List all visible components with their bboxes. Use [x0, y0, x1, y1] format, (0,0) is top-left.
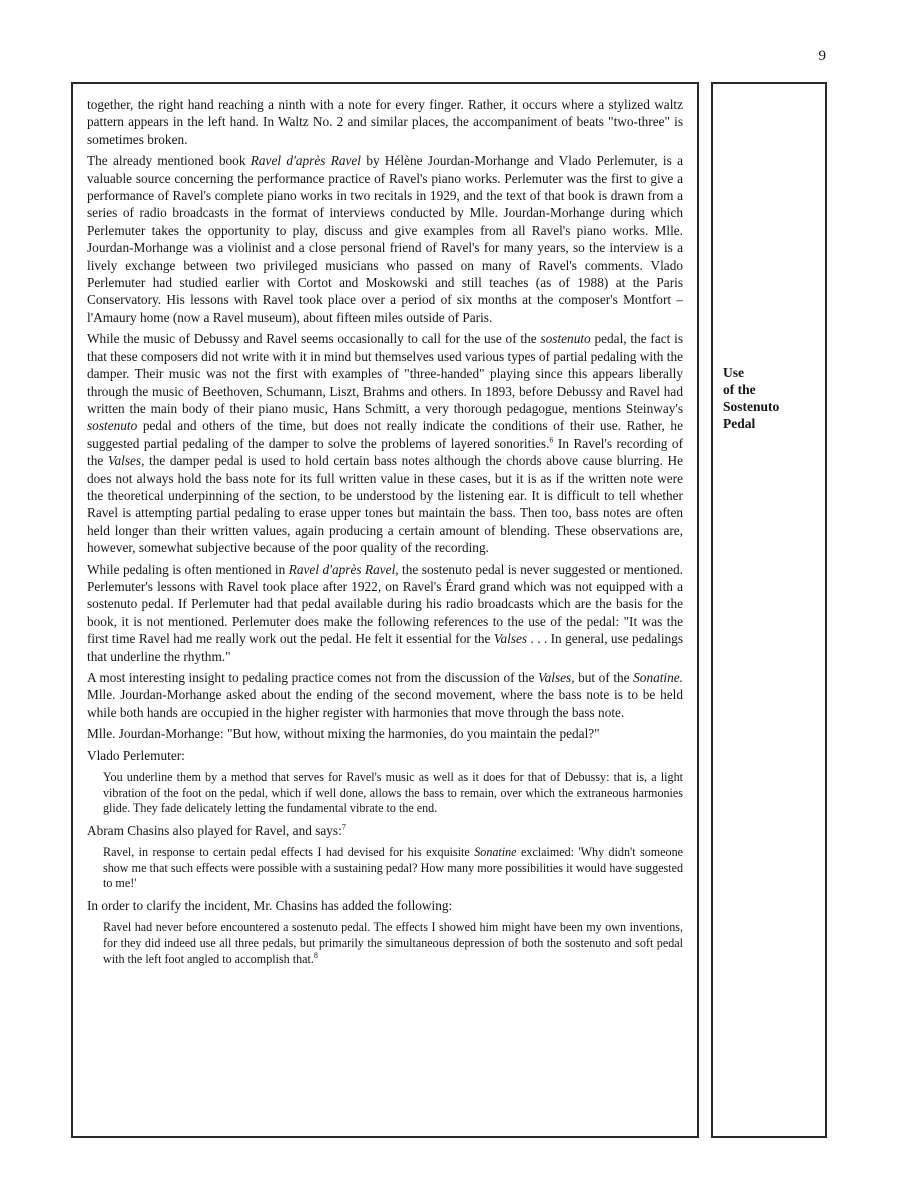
quote-clarify [87, 920, 683, 967]
italic-term: sostenuto [540, 331, 591, 347]
quote-text: Ravel had never before encountered a sostenuto pedal. The effects I showed him might have been my own inventions, for they did indeed use all three pedals, but primarily the simultaneous depression of both the sostenuto and soft pedal with the left foot angled to accomplish that. [103, 920, 683, 966]
para-text: together, the right hand reaching a ninth with a note for every finger. Rather, it occurs where a stylized waltz pattern appears in the left hand. In Waltz No. 2 and similar places, the accompaniment of beats "two-three" is sometimes broken. [87, 97, 683, 147]
chasins-intro [87, 822, 683, 839]
footnote-ref: 8 [313, 950, 318, 960]
footnote-ref: 7 [341, 822, 346, 832]
side-heading-line: of the [723, 382, 756, 397]
para-text: pedal, the fact is that these composers did not write with it in mind but themselves used various types of partial pedaling with the damper. Their music was not the first with examples of "three-handed" playing since this appears liberally through the music of Beethoven, Schumann, Liszt, Brahms and others. In 1893, before Debussy and Ravel had written the main body of their piano music, Hans Schmitt, a very thorough pedagogue, mentions Steinway's [87, 331, 683, 416]
book-title: Ravel d'après Ravel [250, 153, 361, 169]
italic-term: Valses [493, 631, 528, 647]
quote-perlemuter: You underline them by a method that serves for Ravel's music as well as it does for that of Debussy: that is, a light vibration of the foot on the pedal, which if well done, allows the bass to remain, over which the extraneous harmonies glide. They fade delicately letting the fundamental vibrate to the end. [103, 770, 683, 816]
page-number: 9 [818, 48, 826, 64]
para-text: A most interesting insight to pedaling practice comes not from the discussion of the [87, 670, 538, 685]
para-waltz-continuation [87, 96, 683, 148]
italic-term: Valses [107, 453, 142, 469]
para-sonatine-insight [87, 669, 683, 721]
para-ravel-dapres-ravel [87, 152, 683, 326]
para-text: , the sostenuto pedal is never suggested or mentioned. Perlemuter's lessons with Ravel took place after 1922, on Ravel's Érard grand which was not equipped with a sostenuto pedal. If Perlemuter had that pedal available during his radio broadcasts which are the basis for the book, it is not mentioned. Perlemuter does make the following references to the use of the pedal: "It was the first time Ravel had me really work out the pedal. He felt it essential for the [87, 561, 683, 647]
side-heading-line: Sostenuto [723, 399, 780, 414]
perlemuter-label: Vlado Perlemuter: [87, 747, 185, 763]
para-text: Mlle. Jourdan-Morhange: "But how, without mixing the harmonies, do you maintain the pedal?" [87, 726, 600, 742]
para-text: by Hélène Jourdan-Morhange and Vlado Perlemuter, is a valuable source concerning the performance practice of Ravel's piano works. Perlemuter was the first to give a performance of Ravel's complete piano works in two recitals in 1929, and the text of that book is drawn from a series of radio broadcasts in the format of interviews conducted by Mlle. Jourdan-Morhange during which Perlemuter takes the opportunity to play, discuss and give examples from all Ravel's piano works. Mlle. Jourdan-Morhange was a violinist and a close personal friend of Ravel's for many years, so the interview is a lively exchange between two privileged musicians who passed on many of Ravel's comments. Vlado Perlemuter had studied earlier with Cortot and Moskowski and still teaches (as of 1988) at the Paris Conservatory. His lessons with Ravel took place over a period of six months at the composer's Montfort – l'Amaury home (now a Ravel museum), about fifteen miles outside of Paris. [87, 153, 683, 325]
italic-term: Valses, [537, 670, 575, 685]
chasins-intro-text: Abram Chasins also played for Ravel, and says: [87, 822, 342, 838]
para-text: The already mentioned book [87, 153, 251, 169]
main-text-box [71, 82, 699, 1138]
para-jourdan-question [87, 725, 683, 742]
para-text: , the damper pedal is used to hold certain bass notes although the chords above cause blurring. He does not always hold the bass note for its full written value in these cases, but it is as if the written note were the theoretical underpinning of the section, to be understood by the listening ear. It is difficult to tell whether Ravel is attempting partial pedaling to erase upper tones but maintain the bass. Then too, bass notes are often held longer than their written values, again producing a certain amount of blending. These observations are, however, somewhat subjective because of the poor quality of the recording. [87, 453, 683, 556]
side-heading-line: Pedal [723, 416, 756, 431]
clarify-intro: In order to clarify the incident, Mr. Chasins has added the following: [87, 898, 453, 913]
quote-text: Ravel, in response to certain pedal effects I had devised for his exquisite [103, 845, 475, 860]
side-margin-box [711, 82, 827, 1138]
quote-chasins [87, 845, 683, 892]
para-text: pedal and others of the time, but does not really indicate the conditions of their use. Rather, he suggested partial pedaling of the damper to solve the problems of layered sonorities. [87, 418, 683, 451]
para-text: In Ravel's recording of the [87, 435, 683, 469]
side-heading-line: Use [723, 365, 744, 380]
italic-term: Sonatine [474, 845, 517, 860]
italic-term: sostenuto [87, 418, 138, 434]
italic-term: Sonatine. [633, 670, 683, 685]
para-text: Mlle. Jourdan-Morhange asked about the ending of the second movement, where the bass note is to be held while both hands are occupied in the higher register with harmonies that move through the bass note. [87, 687, 683, 720]
para-text: While the music of Debussy and Ravel seems occasionally to call for the use of the [87, 331, 541, 347]
para-debussy-ravel-pedal [87, 330, 683, 556]
footnote-ref: 6 [549, 435, 554, 445]
para-text: but of the [574, 670, 634, 685]
quote-text: exclaimed: 'Why didn't someone show me that such effects were possible with a sustaining pedal? How many more possibilities it would have suggested to me!' [103, 845, 683, 891]
para-text: While pedaling is often mentioned in [87, 561, 289, 577]
book-title: Ravel d'après Ravel [288, 561, 396, 577]
para-text: . . . In general, use pedalings that underline the rhythm." [87, 631, 684, 664]
para-perlemuter-lessons [87, 561, 683, 665]
side-heading [723, 364, 823, 432]
